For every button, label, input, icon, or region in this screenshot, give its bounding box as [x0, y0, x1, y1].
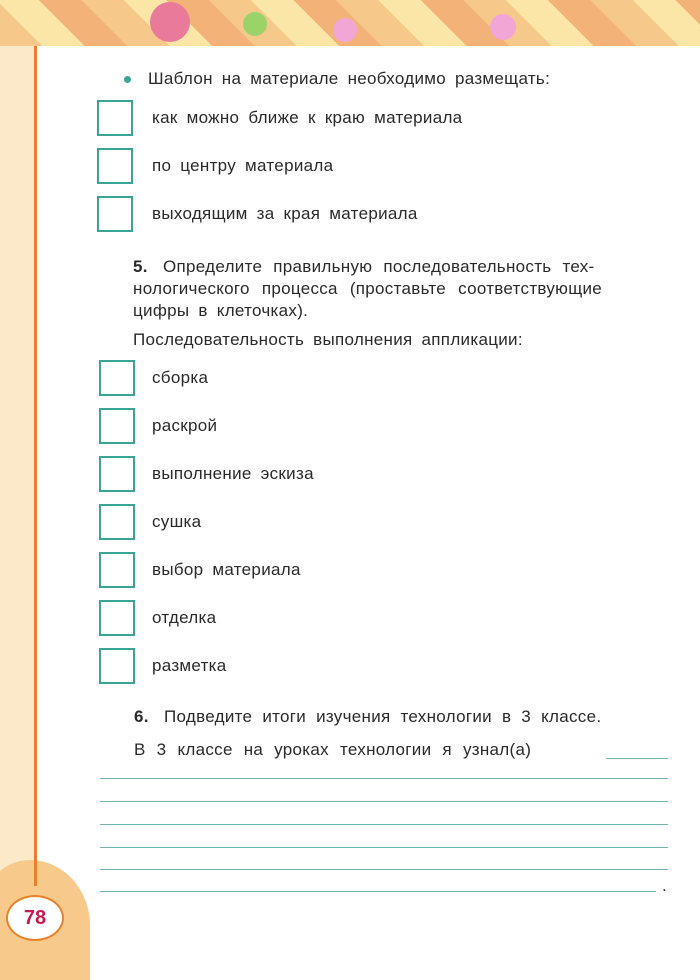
- question-text: Определите правильную последовательность тех-: [163, 257, 595, 276]
- button-icon: [333, 18, 357, 42]
- answer-line[interactable]: [100, 824, 668, 825]
- answer-line[interactable]: [100, 778, 668, 779]
- answer-line[interactable]: [100, 801, 668, 802]
- question-number: 6.: [134, 707, 149, 726]
- answer-line[interactable]: [100, 869, 668, 870]
- step-number-box[interactable]: [99, 600, 135, 636]
- option-label: как можно ближе к краю материала: [152, 108, 463, 127]
- answer-line[interactable]: [606, 758, 668, 759]
- bullet-icon: [124, 76, 131, 83]
- option-checkbox[interactable]: [97, 100, 133, 136]
- answer-end-period: .: [662, 876, 668, 895]
- button-icon: [490, 14, 516, 40]
- step-number-box[interactable]: [99, 552, 135, 588]
- option-checkbox[interactable]: [97, 148, 133, 184]
- question-subtitle: Последовательность выполнения аппликации:: [133, 330, 523, 349]
- question-number: 5.: [133, 257, 148, 276]
- option-label: по центру материала: [152, 156, 334, 175]
- step-number-box[interactable]: [99, 504, 135, 540]
- answer-line[interactable]: [100, 847, 668, 848]
- step-number-box[interactable]: [99, 456, 135, 492]
- step-number-box[interactable]: [99, 408, 135, 444]
- step-number-box[interactable]: [99, 360, 135, 396]
- step-number-box[interactable]: [99, 648, 135, 684]
- page-number: 78: [6, 895, 64, 941]
- option-label: выходящим за края материала: [152, 204, 418, 223]
- step-label: раскрой: [152, 416, 218, 435]
- page-margin: [0, 46, 35, 950]
- button-icon: [243, 12, 267, 36]
- step-label: выбор материала: [152, 560, 301, 579]
- question-text: нологического процесса (проставьте соответствующие: [133, 279, 603, 298]
- decorative-banner: [0, 0, 700, 46]
- option-checkbox[interactable]: [97, 196, 133, 232]
- step-label: выполнение эскиза: [152, 464, 314, 483]
- step-label: сушка: [152, 512, 202, 531]
- answer-line[interactable]: [100, 891, 656, 892]
- step-label: сборка: [152, 368, 209, 387]
- yarn-ball-icon: [150, 2, 190, 42]
- question-text: цифры в клеточках).: [133, 301, 309, 320]
- step-label: отделка: [152, 608, 217, 627]
- question-text: Подведите итоги изучения технологии в 3 классе.: [164, 707, 602, 726]
- margin-line: [34, 46, 37, 886]
- question-prompt: Шаблон на материале необходимо размещать:: [148, 69, 551, 88]
- step-label: разметка: [152, 656, 227, 675]
- answer-prompt: В 3 классе на уроках технологии я узнал(а): [134, 740, 532, 759]
